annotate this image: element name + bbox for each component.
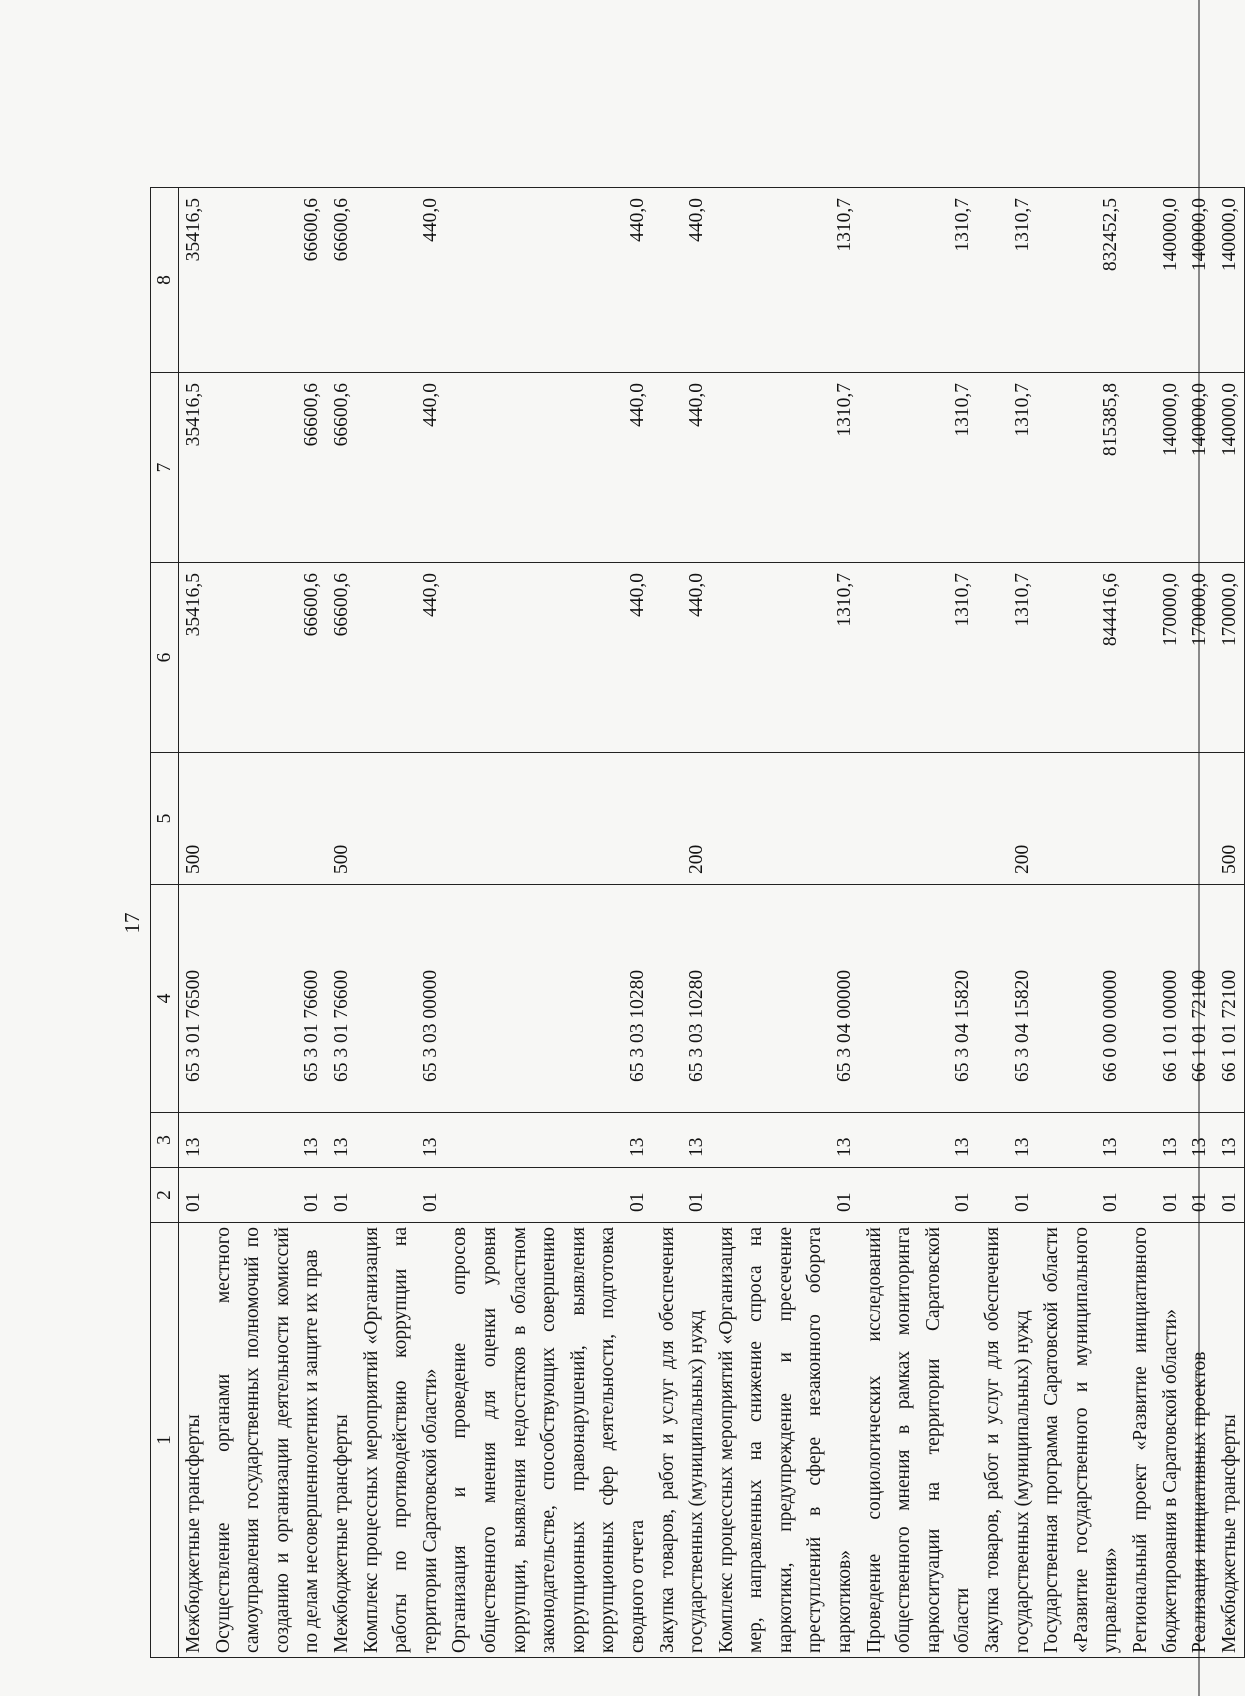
row-amount-year-1: 1310,7: [712, 563, 860, 753]
row-amount-year-3: 35416,5: [179, 188, 209, 373]
row-amount-year-3: 66600,6: [327, 188, 357, 373]
row-section: 01: [179, 1168, 209, 1223]
row-description: Комплекс процессных мероприятий «Организация мер, направленных на снижение спроса на наркотики, предупреждение и пресечение преступлений в сфере незаконного оборота наркотиков»: [712, 1223, 860, 1658]
col-header-4: 4: [151, 885, 179, 1113]
row-section: 01: [653, 1168, 712, 1223]
budget-table: [150, 187, 1245, 1658]
row-expense-type: [1037, 753, 1126, 885]
row-expense-type: [1126, 753, 1185, 885]
row-subsection: 13: [1037, 1113, 1126, 1168]
table-row: [1126, 188, 1185, 1658]
row-amount-year-2: 440,0: [445, 373, 652, 563]
col-header-8: 8: [151, 188, 179, 373]
table-row: [712, 188, 860, 1658]
row-amount-year-3: 440,0: [357, 188, 446, 373]
row-section: 01: [1037, 1168, 1126, 1223]
row-amount-year-2: 66600,6: [327, 373, 357, 563]
row-amount-year-2: 140000,0: [1215, 373, 1245, 563]
row-target-code: 65 3 03 00000: [357, 885, 446, 1113]
row-amount-year-3: 1310,7: [978, 188, 1037, 373]
row-description: Проведение социологических исследований общественного мнения в рамках мониторинга наркоситуации на территории Саратовской области: [860, 1223, 978, 1658]
table-row: [1185, 188, 1215, 1658]
row-subsection: 13: [712, 1113, 860, 1168]
row-description: Региональный проект «Развитие инициативного бюджетирования в Саратовской области»: [1126, 1223, 1185, 1658]
row-subsection: 13: [445, 1113, 652, 1168]
row-amount-year-1: 1310,7: [860, 563, 978, 753]
row-expense-type: 200: [978, 753, 1037, 885]
row-subsection: 13: [357, 1113, 446, 1168]
row-description: Государственная программа Саратовской области «Развитие государственного и муниципального управления»: [1037, 1223, 1126, 1658]
table-row: [327, 188, 357, 1658]
page-number: 17: [120, 912, 144, 934]
row-description: Организация и проведение опросов общественного мнения для оценки уровня коррупции, выявления недостатков в областном законодательстве, способствующих совершению коррупционных правонарушений, выявления коррупционных сфер деятельности, подготовка сводного отчета: [445, 1223, 652, 1658]
row-amount-year-2: 1310,7: [712, 373, 860, 563]
row-section: 01: [357, 1168, 446, 1223]
row-expense-type: 200: [653, 753, 712, 885]
row-amount-year-1: 440,0: [357, 563, 446, 753]
row-section: 01: [712, 1168, 860, 1223]
row-amount-year-1: 440,0: [653, 563, 712, 753]
row-amount-year-3: 66600,6: [209, 188, 327, 373]
row-amount-year-2: 815385,8: [1037, 373, 1126, 563]
row-amount-year-1: 844416,6: [1037, 563, 1126, 753]
row-amount-year-2: 140000,0: [1126, 373, 1185, 563]
rotated-page-content: [120, 188, 1240, 1658]
row-section: 01: [327, 1168, 357, 1223]
row-expense-type: 500: [327, 753, 357, 885]
row-target-code: 65 3 01 76500: [179, 885, 209, 1113]
row-subsection: 13: [653, 1113, 712, 1168]
row-section: 01: [1215, 1168, 1245, 1223]
row-target-code: 66 1 01 72100: [1185, 885, 1215, 1113]
row-expense-type: [209, 753, 327, 885]
row-target-code: 66 1 01 00000: [1126, 885, 1185, 1113]
row-amount-year-1: 440,0: [445, 563, 652, 753]
row-amount-year-3: 140000,0: [1215, 188, 1245, 373]
col-header-5: 5: [151, 753, 179, 885]
row-target-code: 65 3 01 76600: [209, 885, 327, 1113]
row-amount-year-2: 1310,7: [978, 373, 1037, 563]
row-target-code: 65 3 03 10280: [445, 885, 652, 1113]
row-amount-year-1: 170000,0: [1215, 563, 1245, 753]
row-description: Межбюджетные трансферты: [179, 1223, 209, 1658]
row-amount-year-3: 140000,0: [1126, 188, 1185, 373]
row-amount-year-2: 35416,5: [179, 373, 209, 563]
row-amount-year-1: 170000,0: [1185, 563, 1215, 753]
row-target-code: 65 3 04 15820: [978, 885, 1037, 1113]
table-row: [179, 188, 209, 1658]
row-description: Межбюджетные трансферты: [327, 1223, 357, 1658]
row-expense-type: 500: [179, 753, 209, 885]
row-section: 01: [1126, 1168, 1185, 1223]
table-row: [1037, 188, 1126, 1658]
row-amount-year-3: 1310,7: [860, 188, 978, 373]
row-expense-type: 500: [1215, 753, 1245, 885]
row-section: 01: [978, 1168, 1037, 1223]
row-section: 01: [445, 1168, 652, 1223]
row-description: Закупка товаров, работ и услуг для обеспечения государственных (муниципальных) нужд: [978, 1223, 1037, 1658]
row-subsection: 13: [1215, 1113, 1245, 1168]
row-amount-year-3: 440,0: [445, 188, 652, 373]
row-target-code: 66 1 01 72100: [1215, 885, 1245, 1113]
row-amount-year-1: 1310,7: [978, 563, 1037, 753]
row-description: Закупка товаров, работ и услуг для обеспечения государственных (муниципальных) нужд: [653, 1223, 712, 1658]
row-subsection: 13: [209, 1113, 327, 1168]
col-header-2: 2: [151, 1168, 179, 1223]
row-expense-type: [357, 753, 446, 885]
row-target-code: 65 3 03 10280: [653, 885, 712, 1113]
row-target-code: 66 0 00 00000: [1037, 885, 1126, 1113]
row-expense-type: [860, 753, 978, 885]
row-amount-year-3: 1310,7: [712, 188, 860, 373]
row-amount-year-2: 140000,0: [1185, 373, 1215, 563]
table-row: [445, 188, 652, 1658]
row-amount-year-1: 170000,0: [1126, 563, 1185, 753]
row-description: Реализация инициативных проектов: [1185, 1223, 1215, 1658]
table-row: [860, 188, 978, 1658]
row-amount-year-1: 66600,6: [209, 563, 327, 753]
row-section: 01: [860, 1168, 978, 1223]
row-subsection: 13: [978, 1113, 1037, 1168]
row-amount-year-2: 440,0: [357, 373, 446, 563]
col-header-7: 7: [151, 373, 179, 563]
row-subsection: 13: [327, 1113, 357, 1168]
row-description: Межбюджетные трансферты: [1215, 1223, 1245, 1658]
row-subsection: 13: [179, 1113, 209, 1168]
row-section: 01: [1185, 1168, 1215, 1223]
row-description: Комплекс процессных мероприятий «Организация работы по противодействию коррупции на территории Саратовской области»: [357, 1223, 446, 1658]
col-header-6: 6: [151, 563, 179, 753]
row-amount-year-2: 440,0: [653, 373, 712, 563]
row-amount-year-2: 66600,6: [209, 373, 327, 563]
row-target-code: 65 3 04 15820: [860, 885, 978, 1113]
table-row: [209, 188, 327, 1658]
row-target-code: 65 3 01 76600: [327, 885, 357, 1113]
row-amount-year-1: 66600,6: [327, 563, 357, 753]
row-target-code: 65 3 04 00000: [712, 885, 860, 1113]
row-section: 01: [209, 1168, 327, 1223]
row-subsection: 13: [1126, 1113, 1185, 1168]
row-expense-type: [712, 753, 860, 885]
row-description: Осуществление органами местного самоуправления государственных полномочий по созданию и организации деятельности комиссий по делам несовершеннолетних и защите их прав: [209, 1223, 327, 1658]
table-row: [1215, 188, 1245, 1658]
row-amount-year-3: 440,0: [653, 188, 712, 373]
col-header-3: 3: [151, 1113, 179, 1168]
row-expense-type: [445, 753, 652, 885]
row-expense-type: [1185, 753, 1215, 885]
table-row: [978, 188, 1037, 1658]
row-amount-year-3: 140000,0: [1185, 188, 1215, 373]
row-subsection: 13: [860, 1113, 978, 1168]
row-amount-year-3: 832452,5: [1037, 188, 1126, 373]
row-amount-year-1: 35416,5: [179, 563, 209, 753]
col-header-1: 1: [151, 1223, 179, 1658]
row-amount-year-2: 1310,7: [860, 373, 978, 563]
row-subsection: 13: [1185, 1113, 1215, 1168]
header-row: [151, 188, 179, 1658]
table-row: [653, 188, 712, 1658]
table-row: [357, 188, 446, 1658]
